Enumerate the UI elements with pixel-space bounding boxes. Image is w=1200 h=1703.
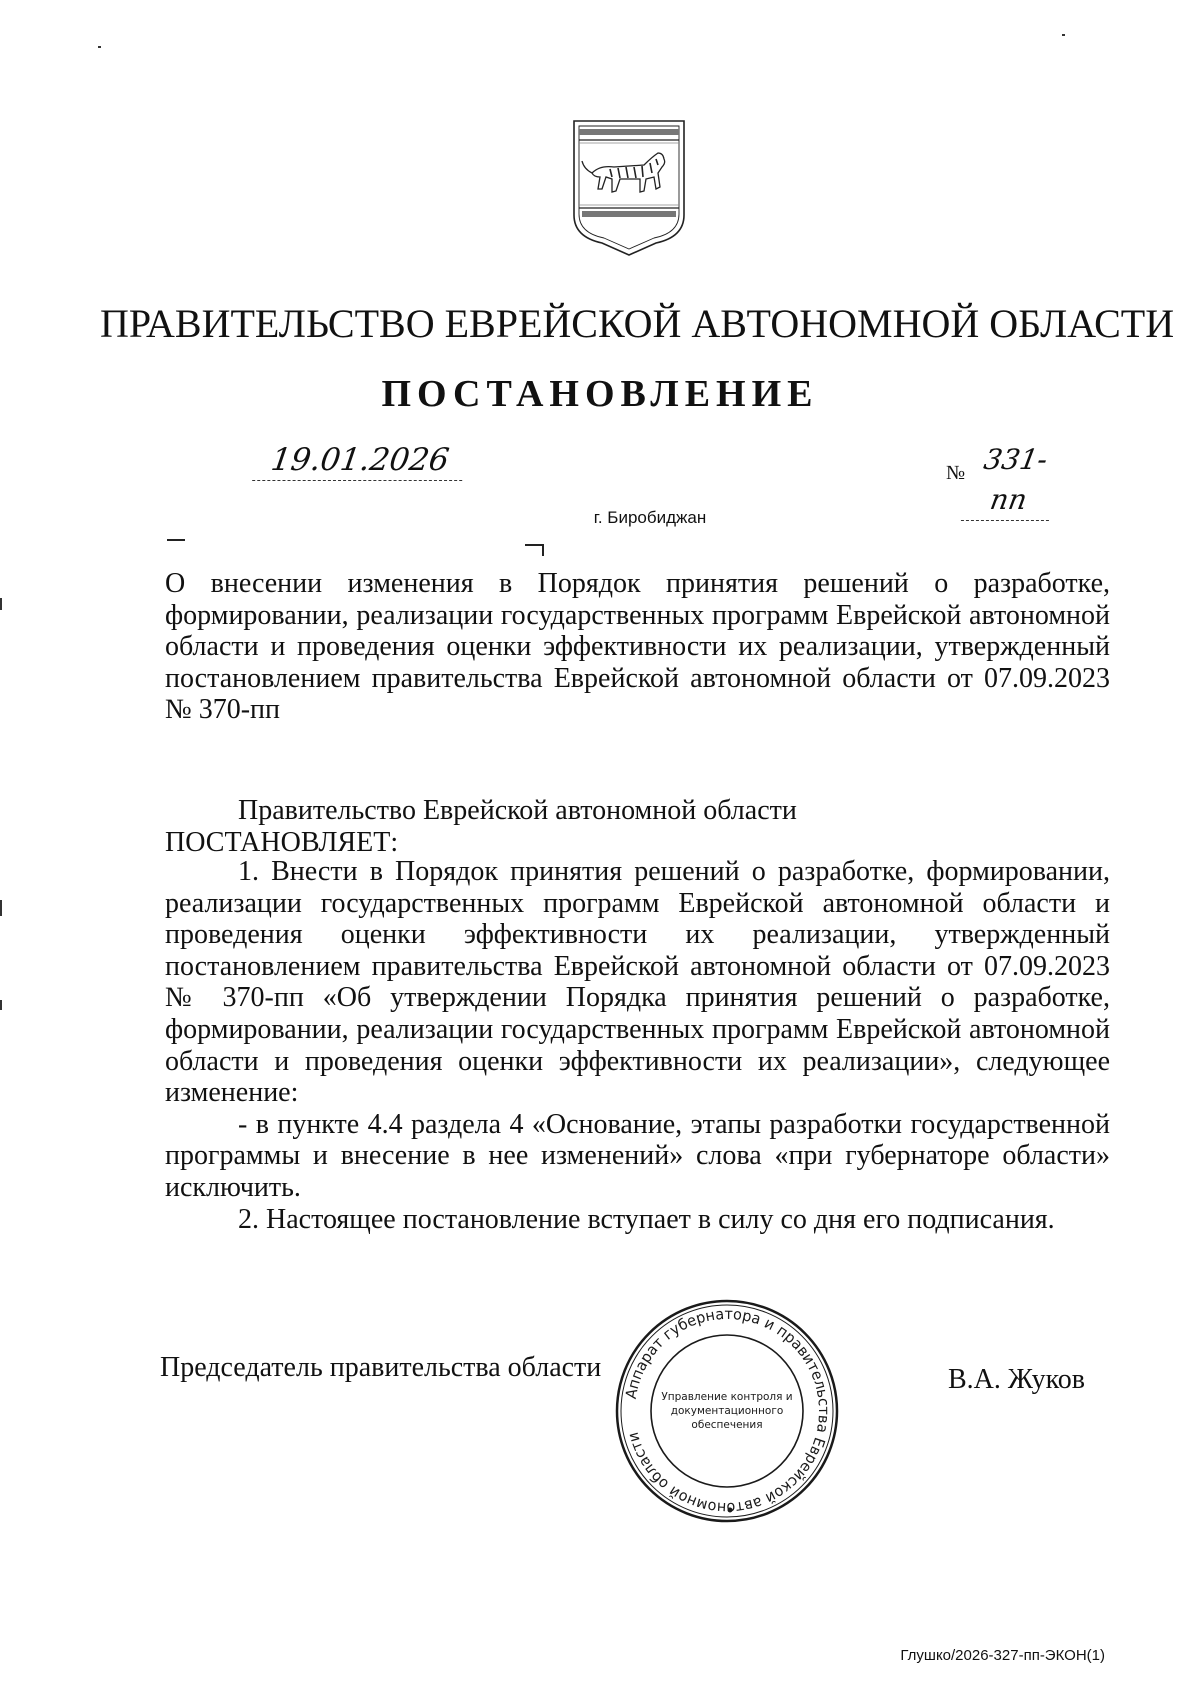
number-label: №: [946, 462, 966, 484]
stamp-inner-line-3: обеспечения: [691, 1419, 763, 1431]
stamp-inner-line-2: документационного: [670, 1405, 784, 1417]
scan-speck: [0, 900, 2, 916]
signer-title: Председатель правительства области: [160, 1352, 602, 1383]
footer-code: Глушко/2026-327-пп-ЭКОН(1): [900, 1647, 1105, 1664]
stamp-inner-line-1: Управление контроля и: [661, 1391, 793, 1403]
preamble-government: Правительство Еврейской автономной области: [238, 795, 797, 826]
scan-speck: [1062, 34, 1065, 36]
preamble-decrees: ПОСТАНОВЛЯЕТ:: [165, 827, 399, 858]
paragraph-2: 2. Настоящее постановление вступает в силу со дня его подписания.: [238, 1203, 1055, 1235]
paragraph-1: 1. Внести в Порядок принятия решений о разработке, формировании, реализации государственных программ Еврейской автономной области и проведения оценки эффективности их реализации, утвержденный постановлением правительства Еврейской автономной области от 07.09.2023 № 370-пп «Об утверждении Порядка принятия решений о разработке, формировании, реализации государственных программ Еврейской автономной области и проведения оценки эффективности их реализации», следующее изменение:: [165, 856, 1110, 1109]
title-corner-right: [525, 544, 544, 556]
scan-speck: [0, 598, 2, 610]
document-date: 19.01.2026: [252, 440, 468, 481]
document-type: ПОСТАНОВЛЕНИЕ: [381, 373, 819, 415]
title-corner-left: [167, 539, 185, 551]
scan-speck: [0, 1000, 2, 1010]
organization-name: ПРАВИТЕЛЬСТВО ЕВРЕЙСКОЙ АВТОНОМНОЙ ОБЛАСТИ: [100, 301, 1175, 346]
official-stamp: [612, 1296, 842, 1526]
document-number: 331-пп: [961, 440, 1063, 521]
signer-name: В.А. Жуков: [948, 1364, 1086, 1395]
document-title: О внесении изменения в Порядок принятия решений о разработке, формировании, реализации государственных программ Еврейской автономной области и проведения оценки эффективности их реализации, утвержденный постановлением правительства Еврейской автономной области от 07.09.2023 № 370-пп: [165, 568, 1110, 725]
document-body: [165, 856, 1110, 1235]
paragraph-1-item: - в пункте 4.4 раздела 4 «Основание, этапы разработки государственной программы и внесение в нее изменений» слова «при губернаторе области» исключить.: [165, 1108, 1110, 1203]
stamp-outer-text-path: Аппарат губернатора и правительства Еврейской авт номной области: [621, 1304, 834, 1518]
city: г. Биробиджан: [593, 508, 707, 527]
scan-speck: [98, 46, 101, 48]
coat-of-arms-tiger-icon: [570, 117, 688, 257]
